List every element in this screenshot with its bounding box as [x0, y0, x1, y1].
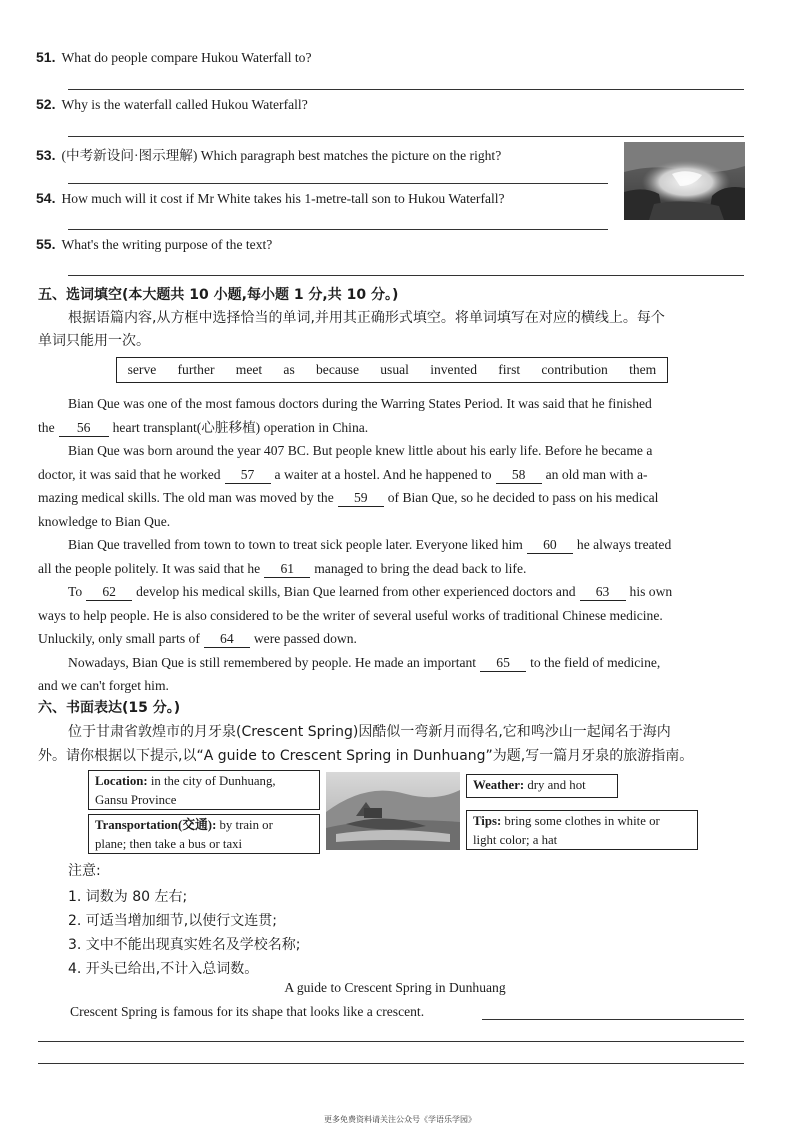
waterfall-image [624, 142, 745, 220]
tips-box: Tips: bring some clothes in white or light color; a hat [466, 810, 698, 850]
blank-64[interactable]: 64 [204, 631, 250, 648]
answer-line-52[interactable] [68, 136, 744, 137]
blank-60[interactable]: 60 [527, 537, 573, 554]
answer-line-51[interactable] [68, 89, 744, 90]
transportation-box: Transportation(交通): by train or plane; then take a bus or taxi [88, 814, 320, 854]
passage-line: Bian Que was born around the year 407 BC. But people knew little about his early life. Before he became a [68, 443, 653, 458]
writing-line[interactable] [38, 1041, 744, 1042]
location-box: Location: in the city of Dunhuang, Gansu Province [88, 770, 320, 810]
question-54: 54. How much will it cost if Mr White takes his 1-metre-tall son to Hukou Waterfall? [36, 190, 505, 206]
waterfall-photo [624, 142, 745, 220]
section6-heading: 六、书面表达(15 分。) [38, 700, 181, 716]
crescent-spring-image [326, 772, 460, 850]
word-bank-item: invented [430, 362, 477, 377]
answer-line-54[interactable] [68, 229, 608, 230]
crescent-spring-photo [326, 772, 460, 850]
word-bank-item: them [629, 362, 657, 377]
answer-line-55[interactable] [68, 275, 744, 276]
essay-title: A guide to Crescent Spring in Dunhuang [284, 980, 506, 995]
transportation-label: Transportation(交通): [95, 818, 217, 832]
note-item: 2. 可适当增加细节,以使行文连贯; [68, 913, 277, 929]
essay-opening: Crescent Spring is famous for its shape that looks like a crescent. [70, 1004, 425, 1019]
passage-line: knowledge to Bian Que. [38, 513, 171, 529]
location-label: Location: [95, 774, 148, 788]
word-bank-item: meet [235, 362, 263, 377]
tips-label: Tips: [473, 814, 502, 828]
blank-63[interactable]: 63 [580, 584, 626, 601]
weather-label: Weather: [473, 778, 525, 792]
section6-intro-2: 外。请你根据以下提示,以“A guide to Crescent Spring in Dunhuang”为题,写一篇月牙泉的旅游指南。 [38, 748, 694, 764]
question-52: 52. Why is the waterfall called Hukou Waterfall? [36, 96, 308, 112]
word-bank-item: contribution [541, 362, 608, 377]
question-55: 55. What's the writing purpose of the text? [36, 236, 273, 252]
question-53: 53. (中考新设问·图示理解) Which paragraph best matches the picture on the right? [36, 147, 502, 163]
passage-line: and we can't forget him. [38, 678, 169, 693]
cloze-passage [38, 392, 746, 698]
section5-heading: 五、选词填空(本大题共 10 小题,每小题 1 分,共 10 分。) [38, 287, 399, 303]
note-item: 4. 开头已给出,不计入总词数。 [68, 961, 259, 977]
word-bank-item: serve [127, 362, 157, 377]
question-51: 51. What do people compare Hukou Waterfall to? [36, 49, 312, 65]
writing-line[interactable] [38, 1063, 744, 1064]
passage-line: ways to help people. He is also considered to be the writer of several useful works of traditional Chinese medicine. [38, 607, 663, 623]
passage-line: Nowadays, Bian Que is still remembered by people. He made an important 65 to the field of medicine, [68, 654, 661, 670]
blank-58[interactable]: 58 [496, 467, 542, 484]
section5-instruction-2: 单词只能用一次。 [38, 333, 150, 349]
word-bank-item: further [177, 362, 215, 377]
footer-note: 更多免费资料请关注公众号《学语乐学园》 [324, 1115, 476, 1124]
writing-line[interactable] [482, 1019, 744, 1020]
word-bank-item: first [498, 362, 521, 377]
blank-61[interactable]: 61 [264, 561, 310, 578]
section5-instruction-1: 根据语篇内容,从方框中选择恰当的单词,并用其正确形式填空。将单词填写在对应的横线上。每个 [68, 310, 665, 326]
passage-line: the 56 heart transplant(心脏移植) operation in China. [38, 419, 369, 435]
section6-intro-1: 位于甘肃省敦煌市的月牙泉(Crescent Spring)因酷似一弯新月而得名,它和鸣沙山一起闻名于海内 [68, 724, 671, 740]
passage-line: doctor, it was said that he worked 57 a waiter at a hostel. And he happened to 58 an old man with a- [38, 466, 648, 482]
word-bank-item: usual [380, 362, 409, 377]
note-item: 1. 词数为 80 左右; [68, 889, 188, 905]
word-bank [116, 357, 668, 383]
blank-57[interactable]: 57 [225, 467, 271, 484]
blank-65[interactable]: 65 [480, 655, 526, 672]
word-bank-item: because [315, 362, 360, 377]
passage-line: all the people politely. It was said that he 61 managed to bring the dead back to life. [38, 560, 527, 576]
word-bank-item: as [283, 362, 295, 377]
answer-line-53[interactable] [68, 183, 608, 184]
passage-line: Bian Que was one of the most famous doctors during the Warring States Period. It was said that he finished [68, 396, 652, 411]
passage-line: To 62 develop his medical skills, Bian Que learned from other experienced doctors and 63 his own [68, 584, 673, 599]
passage-line: Unluckily, only small parts of 64 were passed down. [38, 631, 357, 646]
passage-line: mazing medical skills. The old man was moved by the 59 of Bian Que, so he decided to pass on his medical [38, 490, 659, 505]
passage-line: Bian Que travelled from town to town to treat sick people later. Everyone liked him 60 he always treated [68, 537, 672, 552]
notes-title: 注意: [68, 863, 101, 879]
blank-56[interactable]: 56 [59, 420, 109, 437]
blank-59[interactable]: 59 [338, 490, 384, 507]
blank-62[interactable]: 62 [86, 584, 132, 601]
note-item: 3. 文中不能出现真实姓名及学校名称; [68, 937, 301, 953]
weather-box: Weather: dry and hot [466, 774, 618, 798]
